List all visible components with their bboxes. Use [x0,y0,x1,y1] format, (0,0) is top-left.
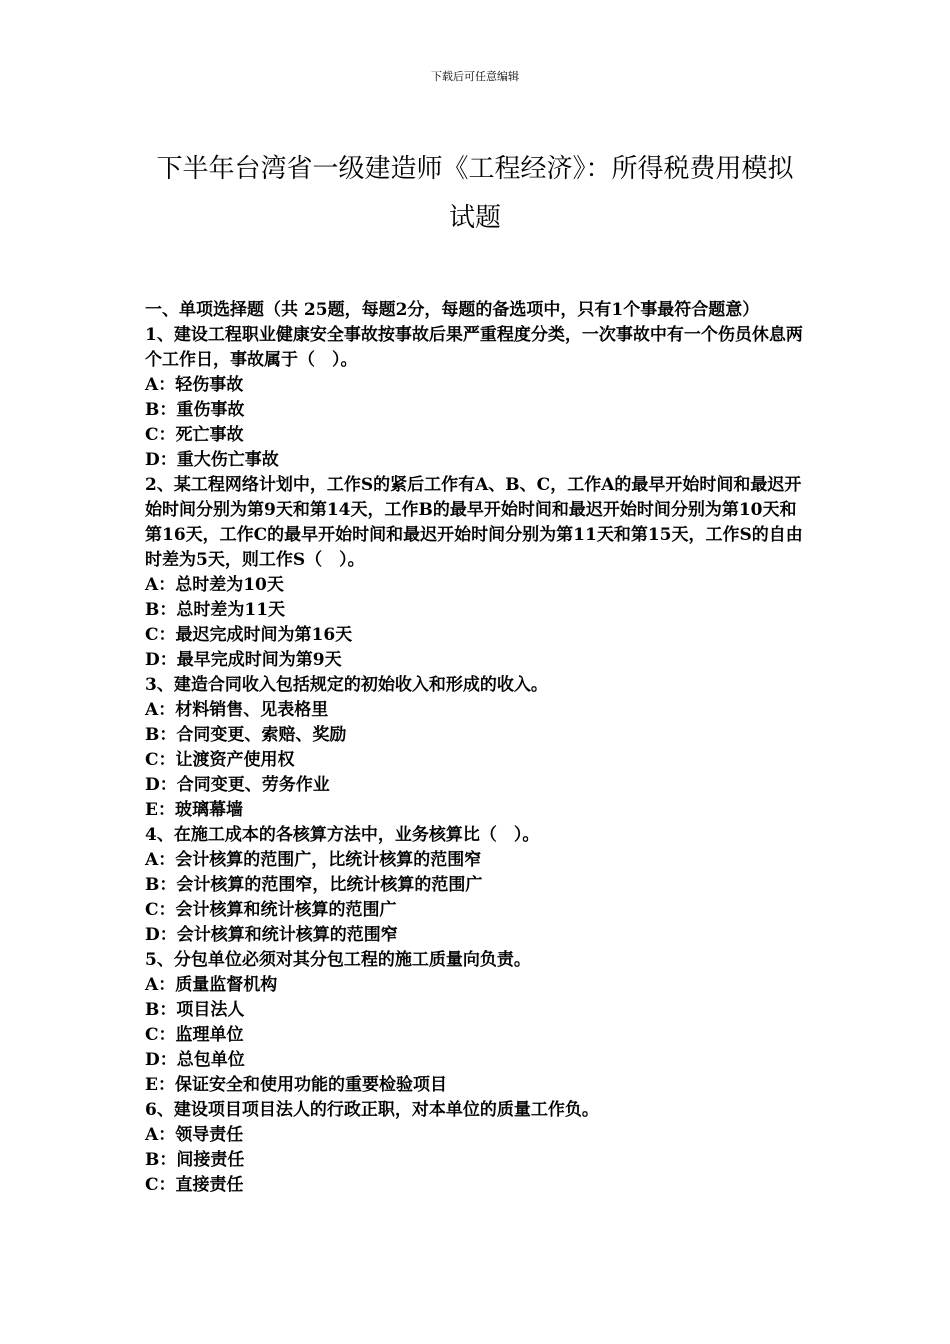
question-option: C：让渡资产使用权 [145,750,295,770]
question-option: C：监理单位 [145,1025,244,1045]
question-option: C：直接责任 [145,1175,244,1195]
question-option: C：死亡事故 [145,425,244,445]
question-stem: 3、建造合同收入包括规定的初始收入和形成的收入。 [145,675,548,695]
question-option: B：总时差为11天 [145,600,286,620]
question-stem: 4、在施工成本的各核算方法中，业务核算比（ ）。 [145,825,540,845]
document-title: 下半年台湾省一级建造师《工程经济》：所得税费用模拟试题 [156,154,794,233]
header-note: 下载后可任意编辑 [431,70,519,83]
question-stem: 5、分包单位必须对其分包工程的施工质量向负责。 [145,950,531,970]
section-heading: 一、单项选择题（共 25题，每题2分，每题的备选项中，只有1个事最符合题意） [145,300,760,320]
question-option: A：总时差为10天 [145,575,284,595]
question-option: A：领导责任 [145,1125,244,1145]
question-option: B：项目法人 [145,1000,245,1020]
question-option: A：质量监督机构 [145,975,278,995]
question-option: D：合同变更、劳务作业 [145,775,330,795]
question-option: E：玻璃幕墙 [145,800,243,820]
question-option: B：重伤事故 [145,400,245,420]
question-option: D：重大伤亡事故 [145,450,279,470]
question-option: B：间接责任 [145,1150,245,1170]
question-option: A：材料销售、见表格里 [145,700,329,720]
document-body [145,298,810,1198]
question-option: C：最迟完成时间为第16天 [145,625,353,645]
question-stem: 2、某工程网络计划中，工作S的紧后工作有A、B、C，工作A的最早开始时间和最迟开始时间分别为第9天和第14天，工作B的最早开始时间和最迟开始时间分别为第10天和第16天，工作C的最早开始时间和最迟开始时间分别为第11天和第15天，工作S的自由时差为5天，则工作S（ ）。 [145,475,803,570]
question-option: A：会计核算的范围广，比统计核算的范围窄 [145,850,482,870]
question-stem: 1、建设工程职业健康安全事故按事故后果严重程度分类，一次事故中有一个伤员休息两个工作日，事故属于（ ）。 [145,325,803,370]
question-option: D：最早完成时间为第9天 [145,650,342,670]
question-option: B：合同变更、索赔、奖励 [145,725,347,745]
question-stem: 6、建设项目项目法人的行政正职，对本单位的质量工作负。 [145,1100,599,1120]
question-option: E：保证安全和使用功能的重要检验项目 [145,1075,447,1095]
question-4 [145,823,810,948]
question-5 [145,948,810,1098]
question-1 [145,323,810,473]
question-option: A：轻伤事故 [145,375,244,395]
question-option: D：会计核算和统计核算的范围窄 [145,925,398,945]
question-option: B：会计核算的范围窄，比统计核算的范围广 [145,875,483,895]
question-6 [145,1098,810,1198]
question-option: D：总包单位 [145,1050,245,1070]
question-option: C：会计核算和统计核算的范围广 [145,900,397,920]
question-3 [145,673,810,823]
question-2 [145,473,810,673]
